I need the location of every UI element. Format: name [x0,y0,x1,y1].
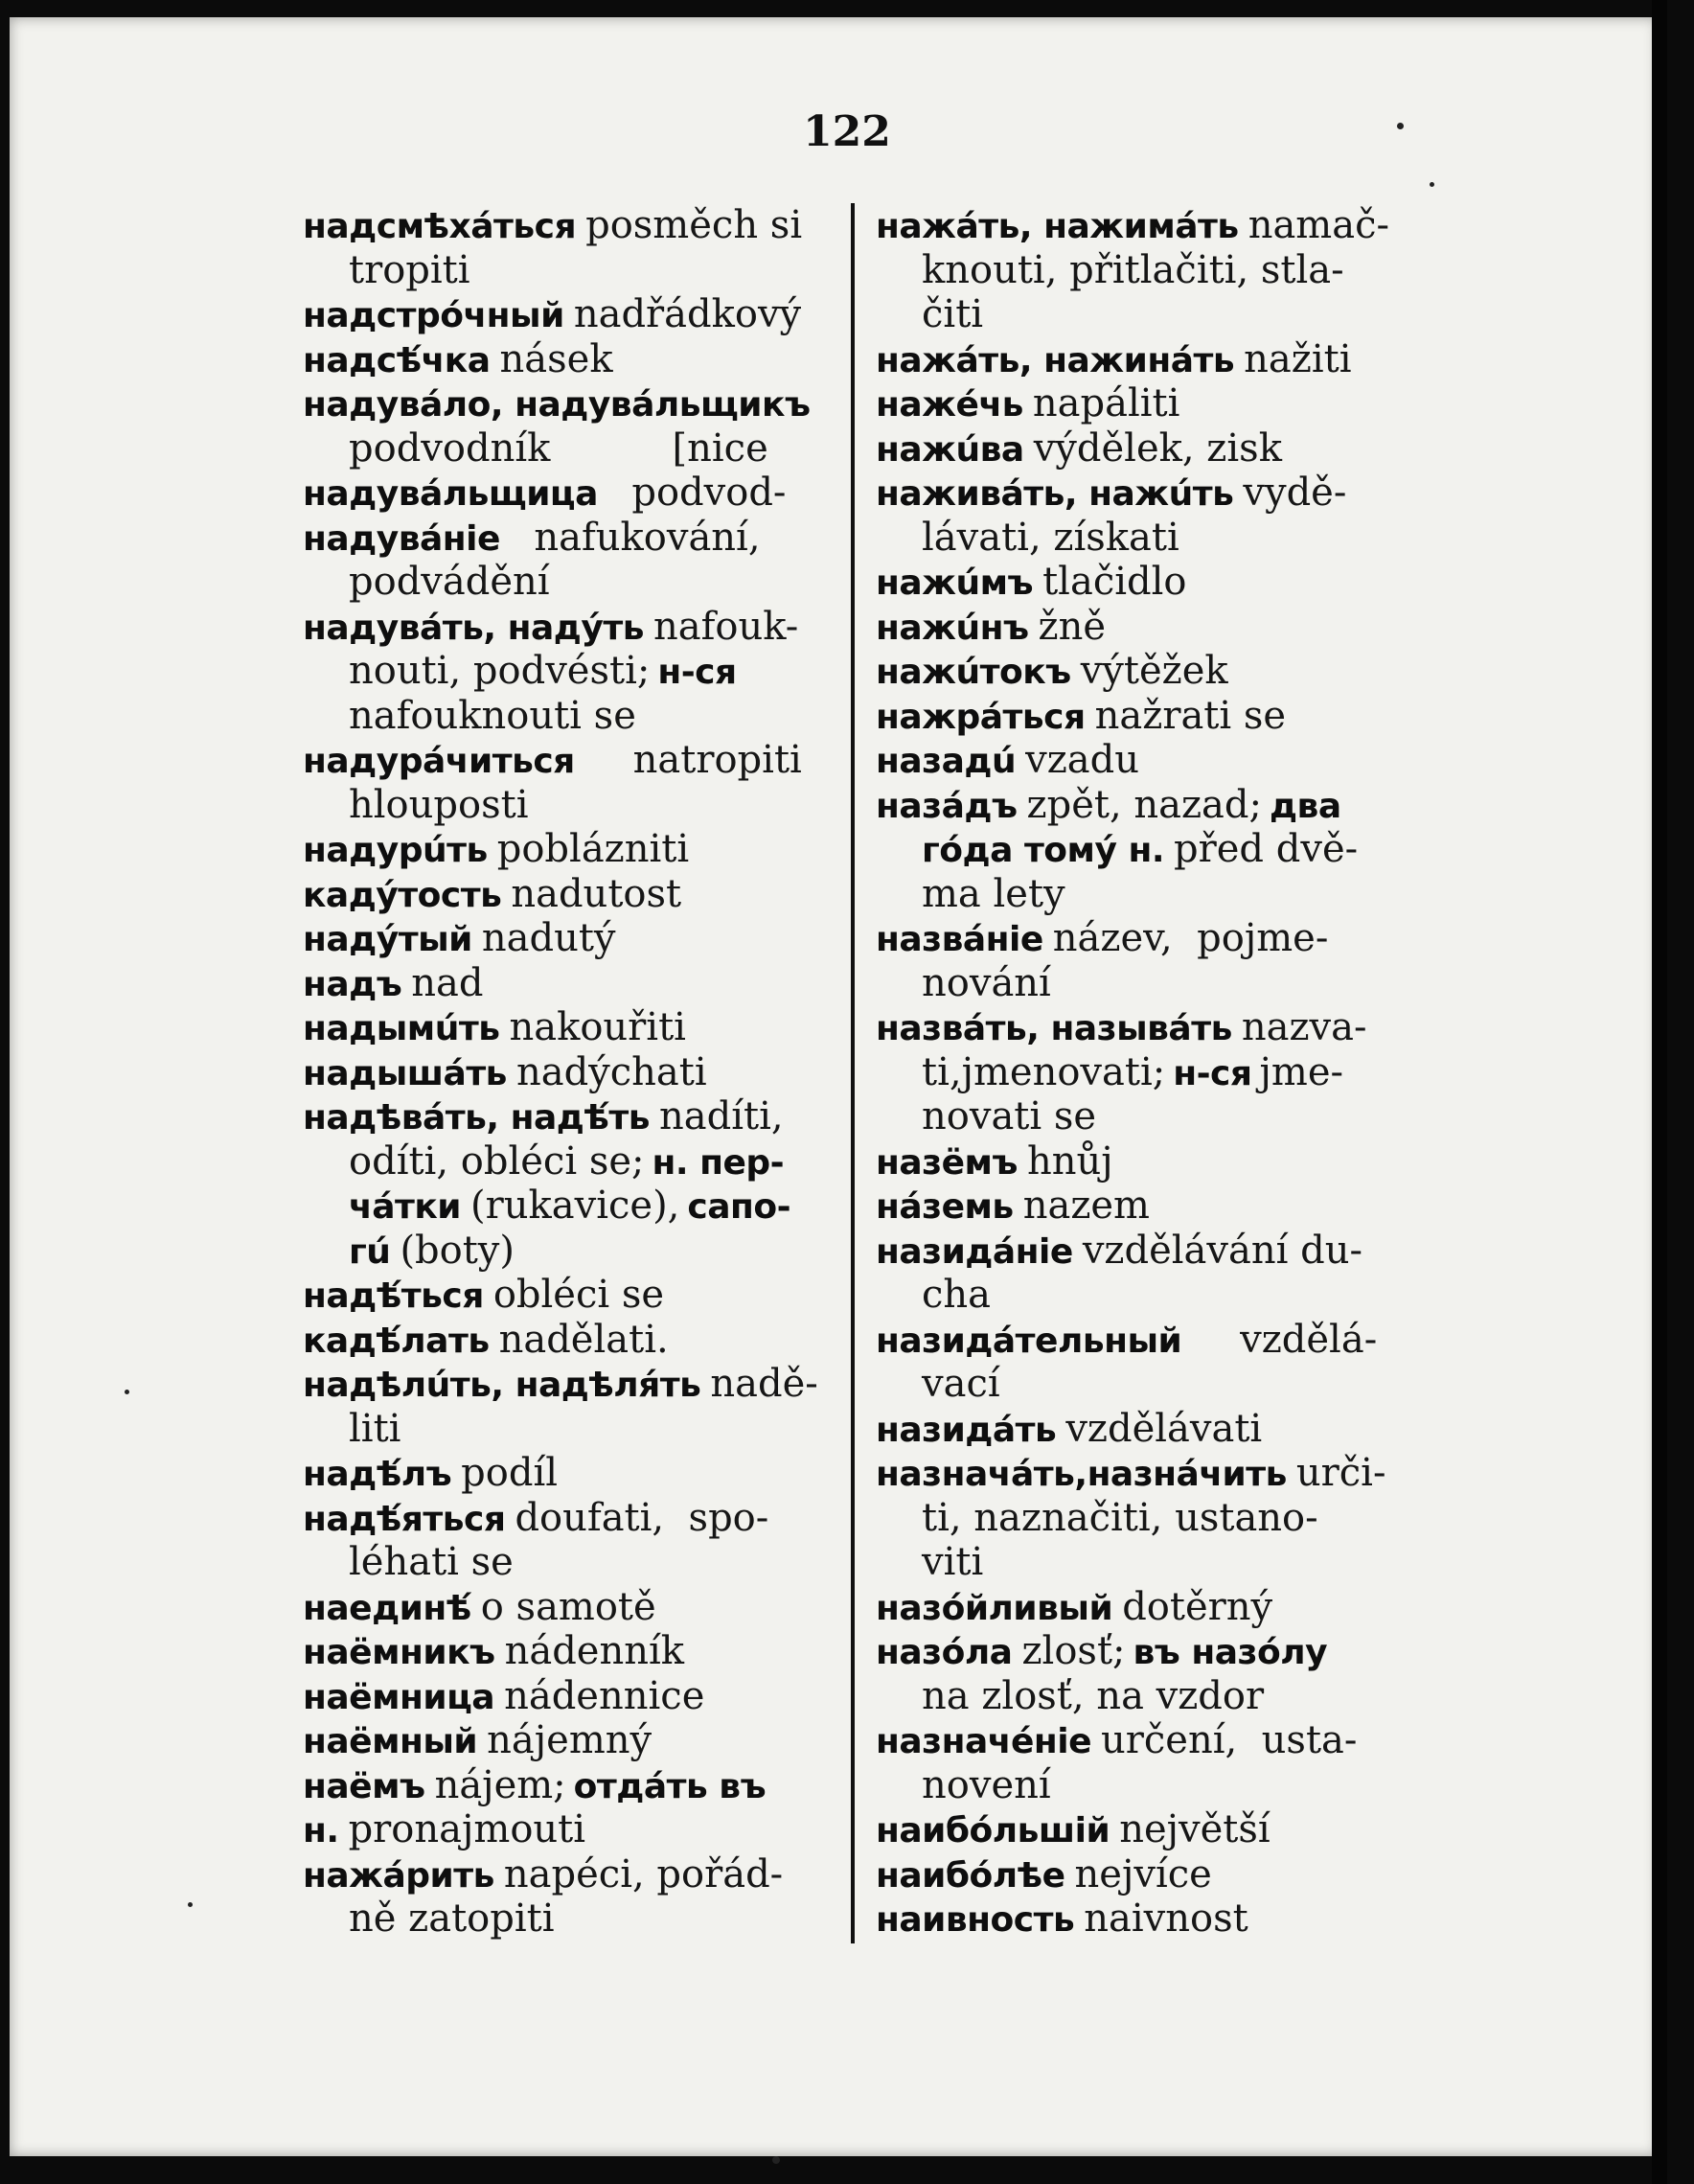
headword: надурúть [303,831,488,870]
scan-edge-shadow [1652,0,1667,2184]
translation-text: vzdělávati [1065,1406,1263,1451]
dictionary-line [876,560,1431,605]
dictionary-line [876,916,1431,961]
headword: нажáть, нажимáть [876,207,1239,246]
headword: наёмный [303,1722,478,1761]
translation-text: název, pojme- [1052,916,1329,960]
translation-text: novení [922,1762,1051,1807]
translation-text: podvádění [349,560,550,604]
translation-text: nafouk- [652,604,799,649]
dictionary-line [303,426,868,471]
headword: надувáніе [303,518,500,559]
translation-text: podvodník [nice [349,425,768,471]
translation-text: násek [499,336,613,381]
headword: назóла [876,1633,1013,1672]
headword: нажéчь [876,385,1023,425]
dictionary-line [303,1585,868,1630]
headword: нажрáться [876,697,1086,737]
translation-text: ma lety [922,871,1065,916]
translation-text: urči- [1295,1451,1386,1495]
translation-text: pronajmouti [348,1807,586,1851]
dictionary-line [876,649,1431,694]
headword: назвáніе [876,920,1043,959]
translation-text: nadutost [511,871,682,916]
left-column [303,203,868,1942]
dictionary-line [303,1318,868,1363]
translation-text: naivnost [1084,1897,1248,1941]
translation-text: zpět, nazad; [1026,782,1262,827]
translation-text: ně zatopiti [349,1897,555,1941]
headword: надувáльщица [303,474,598,514]
dictionary-line [303,292,868,337]
translation-text: doufati, spo- [515,1495,769,1540]
headword: надѣ́ться [303,1276,484,1316]
headword: наёмница [303,1677,495,1717]
translation-text: nejvíce [1074,1851,1212,1897]
headword: надстрóчный [303,296,564,335]
translation-text: tlačidlo [1042,560,1187,604]
translation-text: cha [922,1273,992,1317]
headword: назёмъ [876,1142,1018,1183]
dictionary-line [303,248,868,293]
translation-text: o samotě [480,1584,656,1629]
translation-text: vzdělávání du- [1082,1228,1362,1273]
translation-text: lávati, získati [922,515,1179,560]
headword: надýтый [303,920,472,959]
dictionary-line [303,1718,868,1763]
dictionary-line [303,1852,868,1897]
headword: надымúть [303,1009,500,1048]
headword: наёмникъ [303,1633,495,1672]
dictionary-line [876,961,1431,1006]
headword: сапо- [687,1187,791,1227]
dictionary-line [876,1763,1431,1808]
headword: назóйливый [876,1588,1113,1628]
translation-text: viti [922,1540,984,1584]
translation-text: největší [1119,1807,1270,1851]
page-number: 122 [803,107,891,156]
headword: нажáть, нажинáть [876,340,1235,380]
translation-text: nad [411,960,484,1005]
dictionary-line [876,337,1431,382]
translation-text: nájem; [434,1762,566,1807]
dictionary-line [303,1273,868,1318]
translation-text: namač- [1248,203,1389,247]
headword: нажúмъ [876,563,1034,603]
dictionary-line [303,1362,868,1407]
scan-speck [772,2156,780,2164]
dictionary-line [876,1318,1431,1363]
dictionary-line [876,1184,1431,1229]
dictionary-line [876,738,1431,783]
translation-text: hlouposti [349,782,529,827]
headword: назначéніе [876,1722,1092,1761]
translation-text: napáliti [1032,381,1180,425]
translation-text: novati se [922,1094,1097,1138]
translation-text: vydě- [1243,471,1347,515]
dictionary-line [303,1139,868,1184]
dictionary-line [876,1050,1431,1095]
translation-text: zlosť; [1021,1629,1126,1673]
translation-text: žně [1038,604,1107,649]
headword: кадýтость [303,875,502,915]
dictionary-line [303,471,868,516]
dictionary-line [303,1496,868,1541]
translation-text: odíti, obléci se; [349,1138,645,1184]
dictionary-line [876,1273,1431,1318]
translation-text: podíl [461,1451,559,1495]
headword: надсмѣхáться [303,207,577,246]
dictionary-line [876,1229,1431,1274]
dictionary-line [876,1407,1431,1452]
translation-text: ti, naznačiti, ustano- [922,1495,1318,1540]
dictionary-line [303,1540,868,1585]
dictionary-line [303,827,868,872]
dictionary-line [303,872,868,917]
translation-text: podvod- [607,471,787,515]
dictionary-line [303,605,868,650]
headword: чáтки [349,1187,462,1227]
dictionary-line [303,1005,868,1050]
headword: надѣ́лъ [303,1455,452,1494]
translation-text: nažrati se [1094,693,1287,738]
translation-text: dotěrný [1122,1584,1273,1629]
dictionary-line [303,1897,868,1942]
headword: наёмъ [303,1766,425,1806]
headword: назидáтельный [876,1321,1182,1361]
translation-text: nadýchati [515,1049,707,1094]
dictionary-line [303,516,868,561]
headword: н. пер- [652,1142,785,1183]
translation-text: nafukování, [509,515,761,560]
translation-text: vzdělá- [1191,1317,1378,1362]
dictionary-line [876,1451,1431,1496]
headword: назидáть [876,1410,1057,1450]
dictionary-line [876,1585,1431,1630]
dictionary-line [876,1629,1431,1674]
headword: въ назóлу [1133,1633,1328,1672]
translation-text: vzadu [1025,738,1139,782]
dictionary-line [303,694,868,739]
translation-text: posměch si [585,203,803,247]
headword: назначáть,назнáчить [876,1455,1287,1494]
translation-text: nádenník [504,1629,685,1673]
dictionary-line [303,961,868,1006]
headword: нáземь [876,1187,1014,1227]
headword: надувáть, надýть [303,608,644,648]
translation-text: ti,jmenovati; [922,1049,1166,1094]
translation-text: (boty) [400,1228,515,1273]
dictionary-line [303,381,868,426]
dictionary-line [303,1763,868,1808]
dictionary-line [303,916,868,961]
translation-text: natropiti [584,738,802,782]
headword: гú [349,1231,391,1272]
translation-text: výdělek, zisk [1033,425,1282,471]
translation-text: léhati se [349,1540,514,1584]
translation-text: nadutý [481,916,616,960]
headword: нажúтокъ [876,653,1071,692]
translation-text: nazem [1022,1184,1150,1228]
dictionary-line [303,560,868,605]
dictionary-line [876,471,1431,516]
translation-text: nadělati. [498,1317,669,1362]
translation-text: hnůj [1026,1138,1113,1184]
headword: наибóлѣе [876,1855,1065,1896]
translation-text: jme- [1259,1049,1344,1094]
headword: надѣ́яться [303,1499,506,1539]
dictionary-line [876,872,1431,917]
translation-text: vací [922,1362,1000,1406]
headword: надурáчиться [303,742,575,781]
dictionary-line [876,1807,1431,1852]
scan-speck [1430,182,1434,187]
dictionary-line [303,649,868,694]
headword: надышáть [303,1053,507,1093]
dictionary-line [876,1496,1431,1541]
translation-text: liti [349,1406,401,1451]
headword: н. [303,1811,339,1851]
translation-text: poblázniti [496,827,690,871]
dictionary-line [876,516,1431,561]
translation-text: nádennice [504,1673,705,1718]
dictionary-line [876,381,1431,426]
dictionary-line [303,1094,868,1139]
headword: отдáть въ [573,1766,767,1806]
translation-text: na zlosť, na vzdor [922,1673,1265,1718]
translation-text: nažiti [1244,336,1352,381]
dictionary-line [876,1540,1431,1585]
scan-speck [1397,123,1404,129]
dictionary-line [876,1005,1431,1050]
dictionary-line [303,1407,868,1452]
headword: назадú [876,742,1017,781]
dictionary-line [876,1674,1431,1719]
translation-text: nování [922,960,1051,1005]
dictionary-line [303,1451,868,1496]
translation-text: nouti, podvésti; [349,649,651,693]
dictionary-line [876,1094,1431,1139]
headword: нажáрить [303,1855,494,1896]
headword: назидáніе [876,1231,1073,1272]
headword: надсѣ́чка [303,340,491,380]
dictionary-line [303,1807,868,1852]
dictionary-line [303,738,868,783]
headword: надѣвáть, надѣ́ть [303,1098,651,1138]
dictionary-line [303,1629,868,1674]
dictionary-line [876,426,1431,471]
translation-text: čiti [922,292,984,336]
headword: надувáло, надувáльщикъ [303,385,811,425]
dictionary-line [876,827,1431,872]
dictionary-line [303,1229,868,1274]
translation-text: nazva- [1241,1005,1367,1049]
headword: нажúва [876,429,1024,470]
dictionary-line [303,337,868,382]
right-column [876,203,1431,1942]
dictionary-line [876,783,1431,828]
scan-speck [188,1902,193,1907]
column-divider [851,203,855,1943]
dictionary-line [876,1362,1431,1407]
headword: наибóльшій [876,1811,1110,1851]
headword: нажúнъ [876,608,1029,648]
translation-text: obléci se [492,1273,665,1317]
dictionary-line [876,1718,1431,1763]
translation-text: určení, usta- [1101,1718,1358,1762]
dictionary-line [303,1674,868,1719]
translation-text: výtěžek [1080,649,1228,693]
dictionary-line [876,203,1431,248]
translation-text: napéci, pořád- [503,1851,784,1897]
dictionary-line [876,694,1431,739]
headword: гóда томý н. [922,831,1165,870]
headword: назвáть, называ́ть [876,1009,1232,1048]
headword: два [1269,786,1341,826]
translation-text: nájemný [487,1718,652,1762]
dictionary-line [876,292,1431,337]
dictionary-line [876,1852,1431,1897]
headword: н-ся [657,653,737,692]
dictionary-line [303,1184,868,1229]
translation-text: před dvě- [1174,827,1359,871]
dictionary-line [876,1897,1431,1942]
headword: назáдъ [876,786,1018,826]
scan-speck [125,1390,129,1394]
headword: наивность [876,1900,1075,1940]
translation-text: nadřádkový [573,292,802,336]
translation-text: nadě- [710,1362,818,1406]
translation-text: nafouknouti se [349,693,636,738]
translation-text: nakouřiti [509,1005,686,1049]
headword: надъ [303,964,402,1004]
dictionary-line [876,605,1431,650]
headword: наединѣ́ [303,1588,471,1628]
translation-text: (rukavice), [470,1184,680,1228]
dictionary-line [303,783,868,828]
dictionary-line [303,1050,868,1095]
translation-text: tropiti [349,247,470,292]
dictionary-line [303,203,868,248]
headword: надѣлúть, надѣля́ть [303,1366,701,1405]
headword: наживáть, нажúть [876,474,1234,514]
translation-text: knouti, přitlačiti, stla- [922,247,1344,292]
translation-text: nadíti, [659,1094,784,1138]
dictionary-line [876,1139,1431,1184]
headword: н-ся [1173,1053,1252,1093]
headword: кадѣ́лать [303,1321,490,1361]
dictionary-line [876,248,1431,293]
